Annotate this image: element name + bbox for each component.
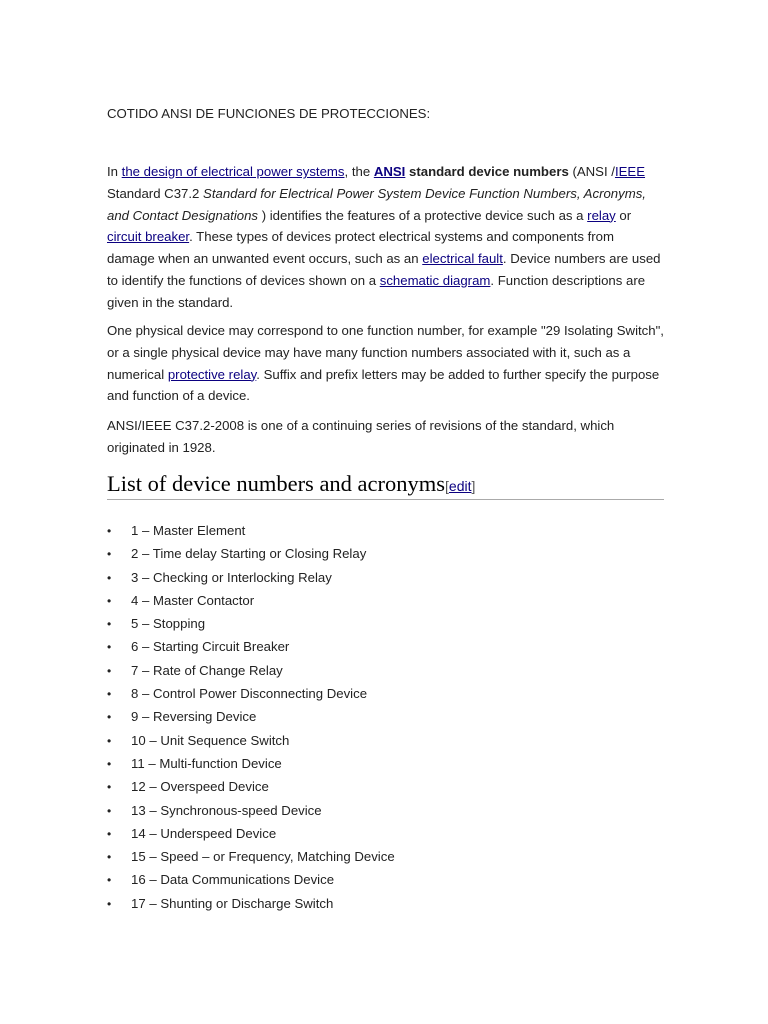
intro-text: . Device numbers are used to identify the functions of devices shown on a bbox=[107, 251, 661, 288]
intro-text: , the bbox=[344, 164, 374, 179]
intro-text: In bbox=[107, 164, 122, 179]
list-item-text: 2 – Time delay Starting or Closing Relay bbox=[131, 546, 367, 562]
function-number-paragraph bbox=[107, 320, 664, 407]
list-item bbox=[107, 543, 395, 566]
list-item-text: 12 – Overspeed Device bbox=[131, 779, 269, 795]
bullet-icon: • bbox=[107, 524, 112, 538]
edit-section-link-wrapper bbox=[445, 478, 475, 494]
link-design-of-electrical-power-systems[interactable]: the design of electrical power systems bbox=[121, 164, 345, 179]
list-item-text: 17 – Shunting or Discharge Switch bbox=[131, 895, 334, 911]
list-item-text: 9 – Reversing Device bbox=[131, 709, 257, 725]
section-heading bbox=[107, 470, 664, 500]
list-item-text: 13 – Synchronous-speed Device bbox=[131, 802, 322, 818]
intro-text: (ANSI / bbox=[568, 164, 615, 179]
list-item-text: 6 – Starting Circuit Breaker bbox=[131, 639, 290, 655]
bullet-icon: • bbox=[107, 547, 112, 562]
list-item bbox=[107, 730, 395, 753]
list-item bbox=[107, 800, 395, 823]
list-item-text: 14 – Underspeed Device bbox=[131, 825, 277, 841]
list-item bbox=[107, 590, 395, 613]
paragraph-text: One physical device may correspond to one function number, for example "29 Isolating Switch", or a single physical device may have many function numbers associated with it, such as a numerical bbox=[107, 323, 664, 382]
list-item-text: 3 – Checking or Interlocking Relay bbox=[131, 569, 332, 585]
list-item-text: 16 – Data Communications Device bbox=[131, 872, 335, 888]
list-item bbox=[107, 613, 395, 636]
list-item-text: 1 – Master Element bbox=[131, 523, 246, 538]
list-item bbox=[107, 567, 395, 590]
list-item-text: 5 – Stopping bbox=[131, 616, 206, 632]
list-item bbox=[107, 683, 395, 706]
bullet-icon: • bbox=[107, 733, 112, 748]
link-ansi-label: ANSI bbox=[373, 164, 406, 179]
bullet-icon: • bbox=[107, 826, 112, 841]
list-item bbox=[107, 753, 395, 776]
bullet-icon: • bbox=[107, 873, 112, 888]
intro-text: or bbox=[615, 207, 632, 223]
paragraph-text: . Suffix and prefix letters may be added to further specify the purpose and function of a device. bbox=[107, 366, 660, 404]
list-item-text: 11 – Multi-function Device bbox=[131, 755, 282, 771]
link-schematic-diagram[interactable]: schematic diagram bbox=[379, 272, 491, 288]
intro-text: ) identifies the features of a protective device such as a bbox=[258, 207, 588, 223]
list-item bbox=[107, 893, 395, 916]
document-title: COTIDO ANSI DE FUNCIONES DE PROTECCIONES: bbox=[107, 106, 431, 121]
bullet-icon: • bbox=[107, 850, 112, 865]
list-item bbox=[107, 520, 395, 543]
edit-bracket-open: [ bbox=[445, 478, 449, 494]
bullet-icon: • bbox=[107, 640, 112, 655]
edit-bracket-close: ] bbox=[471, 478, 476, 494]
device-number-list bbox=[107, 520, 395, 916]
bullet-icon: • bbox=[107, 617, 112, 632]
bullet-icon: • bbox=[107, 570, 112, 585]
list-item bbox=[107, 846, 395, 869]
list-item bbox=[107, 636, 395, 659]
link-electrical-fault[interactable]: electrical fault bbox=[422, 251, 503, 267]
link-ieee[interactable]: IEEE bbox=[614, 164, 646, 179]
list-item-text: 8 – Control Power Disconnecting Device bbox=[131, 686, 368, 702]
list-item-text: 7 – Rate of Change Relay bbox=[131, 662, 283, 678]
edit-section-link[interactable]: edit bbox=[448, 478, 472, 494]
list-item bbox=[107, 823, 395, 846]
bullet-icon: • bbox=[107, 756, 112, 771]
intro-paragraph bbox=[107, 161, 664, 314]
link-circuit-breaker[interactable]: circuit breaker bbox=[107, 229, 190, 245]
list-item-text: 4 – Master Contactor bbox=[131, 592, 255, 608]
revision-history-paragraph: ANSI/IEEE C37.2-2008 is one of a continuing series of revisions of the standard, which originated in 1928. bbox=[107, 418, 615, 455]
list-item-text: 15 – Speed – or Frequency, Matching Device bbox=[131, 849, 395, 865]
section-heading-text: List of device numbers and acronyms bbox=[107, 471, 446, 496]
bullet-icon: • bbox=[107, 593, 112, 608]
bullet-icon: • bbox=[107, 710, 112, 725]
bullet-icon: • bbox=[107, 663, 112, 678]
intro-text: . Function descriptions are given in the standard. bbox=[107, 272, 646, 310]
list-item bbox=[107, 706, 395, 729]
standard-device-numbers-term: standard device numbers bbox=[409, 164, 569, 179]
link-ansi[interactable] bbox=[374, 164, 406, 179]
intro-text: Standard C37.2 bbox=[107, 185, 204, 201]
intro-text: . These types of devices protect electrical systems and components from damage when an unwanted event occurs, such as an bbox=[107, 229, 614, 267]
link-protective-relay[interactable]: protective relay bbox=[167, 366, 257, 382]
bullet-icon: • bbox=[107, 687, 112, 702]
link-relay[interactable]: relay bbox=[587, 207, 616, 223]
bullet-icon: • bbox=[107, 896, 112, 911]
bullet-icon: • bbox=[107, 780, 112, 795]
list-item bbox=[107, 869, 395, 892]
list-item-text: 10 – Unit Sequence Switch bbox=[131, 732, 290, 748]
list-item bbox=[107, 660, 395, 683]
standard-full-title: Standard for Electrical Power System Device Function Numbers, Acronyms, and Contact Designations bbox=[107, 185, 646, 223]
list-item bbox=[107, 776, 395, 799]
bullet-icon: • bbox=[107, 803, 112, 818]
